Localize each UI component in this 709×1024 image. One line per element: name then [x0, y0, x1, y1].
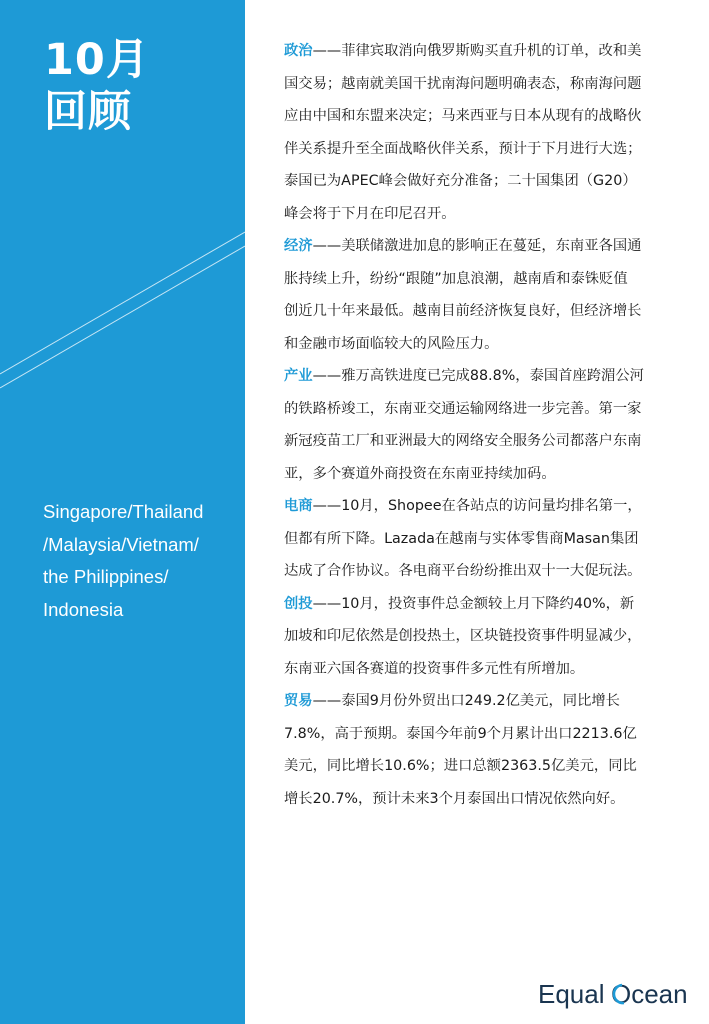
- logo-part-1: Equal: [538, 979, 605, 1009]
- section-industry: [284, 360, 684, 490]
- section-label: 贸易: [284, 693, 313, 709]
- review-content: [284, 35, 684, 815]
- countries-line-1: Singapore/Thailand: [43, 501, 204, 522]
- logo-part-2: Ocean: [611, 979, 688, 1009]
- section-line: 增长20.7%，预计未来3个月泰国出口情况依然向好。: [284, 790, 625, 807]
- section-line: [284, 685, 684, 718]
- section-ecommerce: [284, 490, 684, 588]
- section-line: 亚，多个赛道外商投资在东南亚持续加码。: [284, 465, 556, 482]
- section-line: 美元，同比增长10.6%；进口总额2363.5亿美元，同比: [284, 758, 637, 774]
- section-text: ——10月，Shopee在各站点的访问量均排名第一，: [312, 498, 642, 514]
- section-line: 7.8%，高于预期。泰国今年前9个月累计出口2213.6亿: [284, 725, 637, 742]
- section-line: 加坡和印尼依然是创投热土，区块链投资事件明显减少，: [284, 628, 642, 644]
- section-line: 创近几十年来最低。越南目前经济恢复良好，但经济增长: [284, 303, 642, 319]
- section-line: 新冠疫苗工厂和亚洲最大的网络安全服务公司都落户东南: [284, 433, 642, 449]
- section-line: 东南亚六国各赛道的投资事件多元性有所增加。: [284, 660, 585, 677]
- page-title: [44, 34, 150, 138]
- section-line: 的铁路桥竣工，东南亚交通运输网络进一步完善。第一家: [284, 400, 642, 417]
- section-trade: [284, 685, 684, 815]
- section-text: ——10月，投资事件总金额较上月下降约40%，新: [312, 595, 635, 612]
- section-text: ——雅万高铁进度已完成88.8%，泰国首座跨湄公河: [312, 368, 644, 384]
- sidebar: [0, 0, 245, 1024]
- section-label: 创投: [284, 595, 313, 612]
- section-politics: [284, 35, 684, 230]
- title-line-2: 回顾: [44, 87, 132, 137]
- section-label: 产业: [284, 368, 313, 384]
- section-line: [284, 588, 684, 621]
- section-line: 达成了合作协议。各电商平台纷纷推出双十一大促玩法。: [284, 563, 642, 579]
- section-label: 电商: [284, 498, 313, 514]
- equalocean-logo: [538, 975, 698, 1015]
- countries-line-3: the Philippines/: [43, 566, 169, 587]
- section-text: ——美联储激进加息的影响正在蔓延，东南亚各国通: [312, 238, 642, 254]
- section-economy: [284, 230, 684, 360]
- section-line: 泰国已为APEC峰会做好充分准备；二十国集团（G20）: [284, 173, 637, 189]
- section-line: 伴关系提升至全面战略伙伴关系，预计于下月进行大选；: [284, 140, 642, 157]
- countries-list: [43, 496, 203, 626]
- section-line: [284, 490, 684, 523]
- countries-line-4: Indonesia: [43, 598, 124, 620]
- section-line: 但都有所下降。Lazada在越南与实体零售商Masan集团: [284, 530, 639, 547]
- section-line: 和金融市场面临较大的风险压力。: [284, 335, 499, 352]
- section-line: 峰会将于下月在印尼召开。: [284, 205, 456, 222]
- section-line: [284, 360, 684, 393]
- section-text: ——泰国9月份外贸出口249.2亿美元，同比增长: [312, 693, 620, 709]
- section-line: 胀持续上升，纷纷“跟随”加息浪潮，越南盾和泰铢贬值: [284, 270, 628, 287]
- title-line-1: 10月: [44, 35, 150, 85]
- section-venture: [284, 588, 684, 686]
- section-line: [284, 35, 684, 68]
- section-label: 政治: [284, 43, 313, 59]
- section-line: 应由中国和东盟来决定；马来西亚与日本从现有的战略伙: [284, 108, 642, 124]
- section-line: 国交易；越南就美国干扰南海问题明确表态，称南海问题: [284, 75, 642, 92]
- section-label: 经济: [284, 238, 313, 254]
- section-line: [284, 230, 684, 263]
- section-text: ——菲律宾取消向俄罗斯购买直升机的订单，改和美: [312, 43, 642, 59]
- countries-line-2: /Malaysia/Vietnam/: [43, 533, 199, 555]
